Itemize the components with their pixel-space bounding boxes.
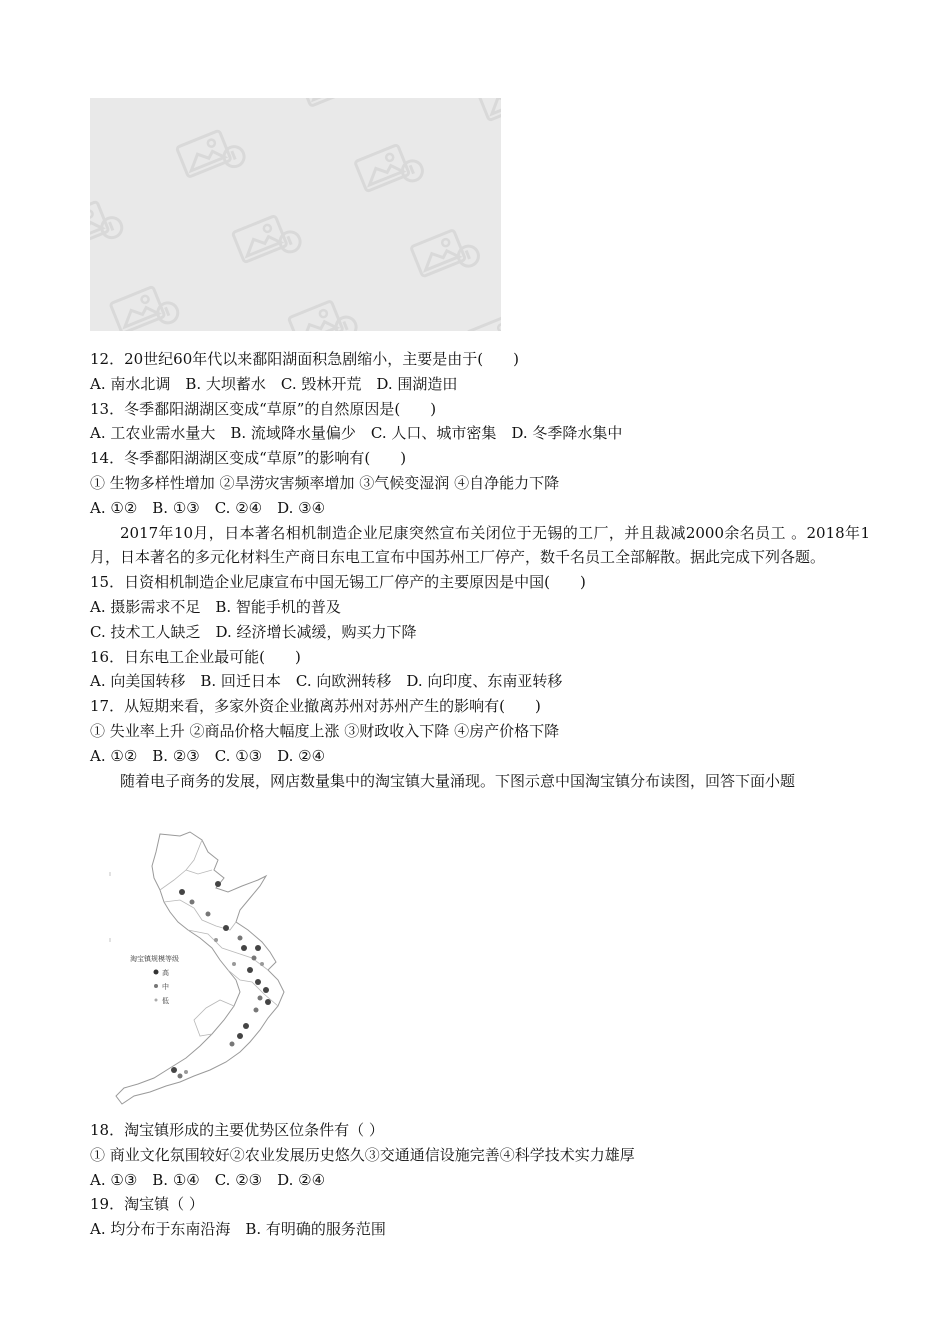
placeholder-image [90,98,501,331]
map-legend-high: 高 [162,969,169,977]
question-18-options: A. ①③ B. ①④ C. ②③ D. ②④ [90,1170,326,1189]
reading-passage-taobao: 随着电子商务的发展，网店数量集中的淘宝镇大量涌现。下图示意中国淘宝镇分布读图，回答下面小题 [120,771,796,790]
china-east-coast-map [90,830,300,1112]
question-17-statements: ① 失业率上升 ②商品价格大幅度上涨 ③财政收入下降 ④房产价格下降 [90,721,560,740]
question-13-stem: 13．冬季鄱阳湖湖区变成“草原”的自然原因是( ) [90,399,437,418]
question-16-stem: 16．日东电工企业最可能( ) [90,647,301,666]
map-legend-low: 低 [162,997,169,1005]
map-legend-title: 淘宝镇规模等级 [130,955,179,963]
map-legend-mid: 中 [162,983,169,991]
question-18-statements: ① 商业文化氛围较好②农业发展历史悠久③交通通信设施完善④科学技术实力雄厚 [90,1145,635,1164]
question-15-options-ab: A. 摄影需求不足 B. 智能手机的普及 [90,597,341,616]
question-18-stem: 18．淘宝镇形成的主要优势区位条件有（ ） [90,1121,384,1139]
question-19-stem: 19．淘宝镇（ ） [90,1195,204,1214]
question-17-stem: 17．从短期来看，多家外资企业撤离苏州对苏州产生的影响有( ) [90,697,541,716]
reading-passage-nikon: 2017年10月，日本著名相机制造企业尼康突然宣布关闭位于无锡的工厂，并且裁减2000余名员工 。2018年1月，日本著名的多元化材料生产商日东电工宣布中国苏州工厂停产，数千名员工全部解散。据此完成下列各题。 [90,523,870,567]
question-19-options: A. 均分布于东南沿海 B. 有明确的服务范围 [90,1220,386,1239]
question-15-stem: 15．日资相机制造企业尼康宣布中国无锡工厂停产的主要原因是中国( ) [90,573,586,592]
question-17-options: A. ①② B. ②③ C. ①③ D. ②④ [90,746,326,765]
question-12-options: A. 南水北调 B. 大坝蓄水 C. 毁林开荒 D. 围湖造田 [90,374,458,393]
questions-section [90,347,870,793]
question-14-statements: ① 生物多样性增加 ②旱涝灾害频率增加 ③气候变湿润 ④自净能力下降 [90,473,560,492]
question-12-stem: 12．20世纪60年代以来鄱阳湖面积急剧缩小，主要是由于( ) [90,350,519,368]
question-14-stem: 14．冬季鄱阳湖湖区变成“草原”的影响有( ) [90,449,407,468]
image-placeholder-icon [90,98,501,331]
question-16-options: A. 向美国转移 B. 回迁日本 C. 向欧洲转移 D. 向印度、东南亚转移 [90,672,563,691]
question-14-options: A. ①② B. ①③ C. ②④ D. ③④ [90,498,326,517]
question-15-options-cd: C. 技术工人缺乏 D. 经济增长减缓，购买力下降 [90,622,417,641]
question-13-options: A. 工农业需水量大 B. 流域降水量偏少 C. 人口、城市密集 D. 冬季降水集中 [90,424,623,443]
questions-section-2 [90,1118,870,1242]
taobao-town-map [90,830,300,1112]
